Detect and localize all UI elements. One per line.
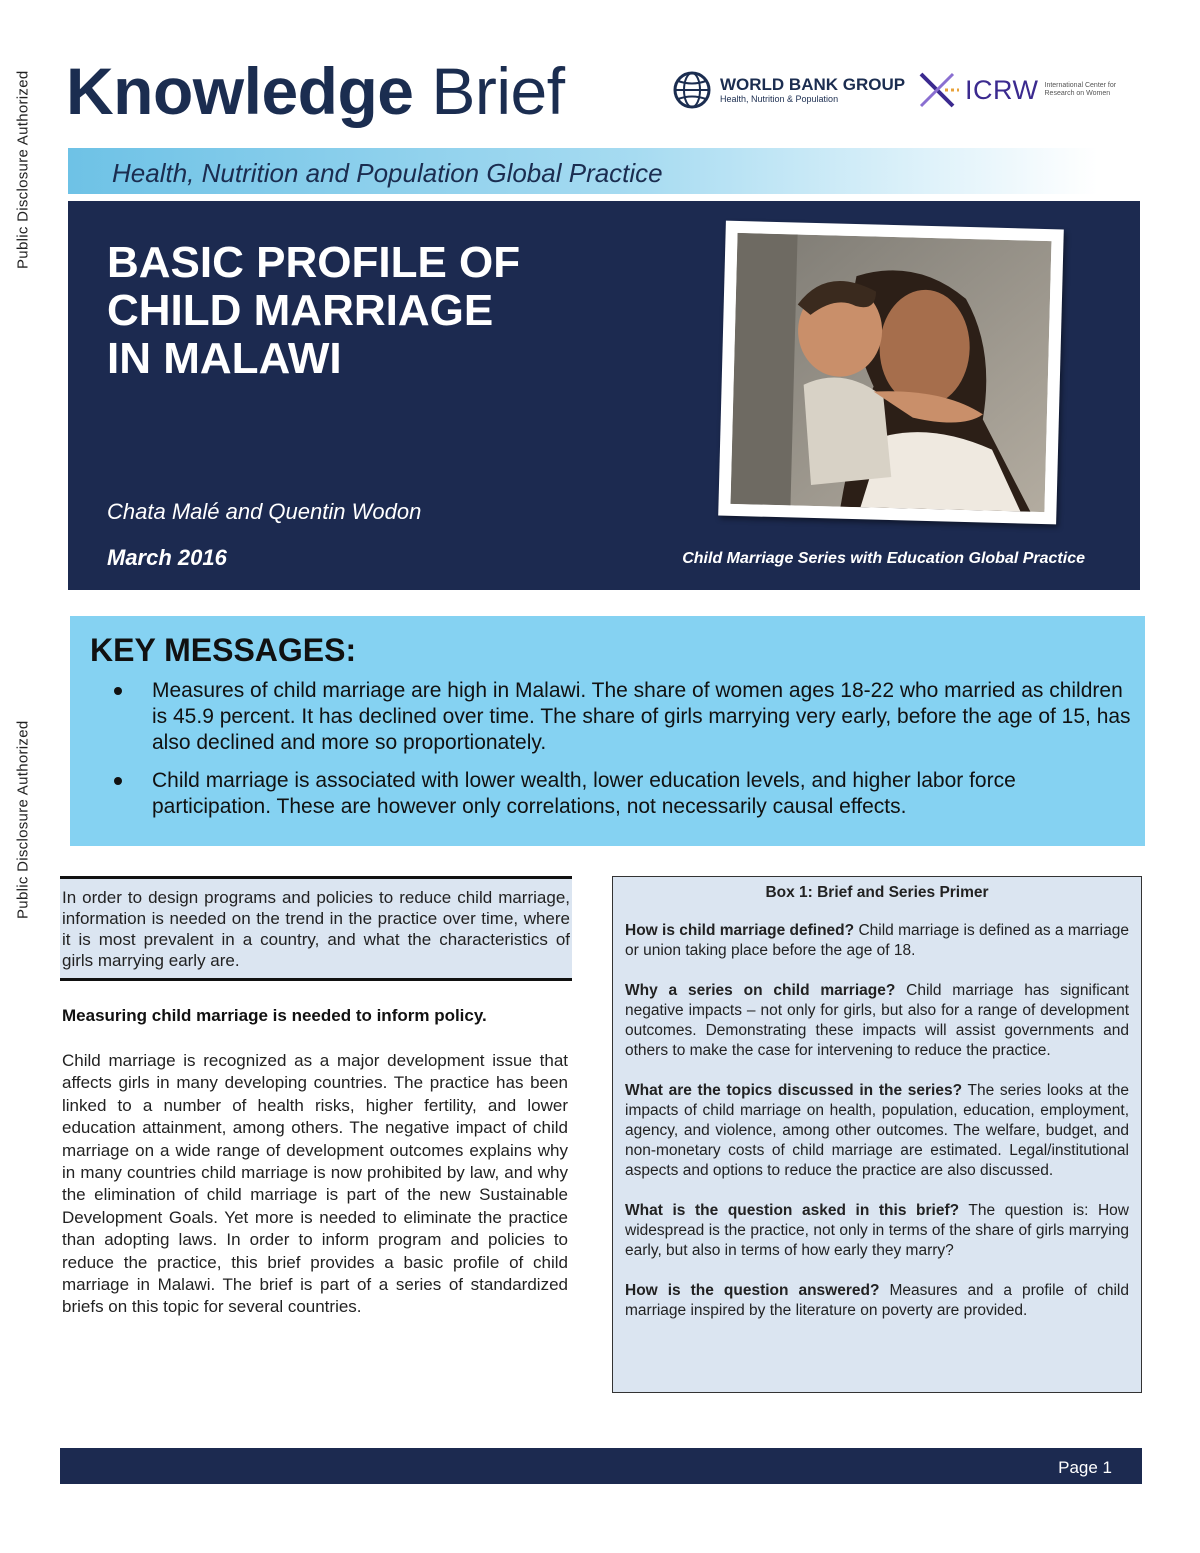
key-message-text: Measures of child marriage are high in Malawi. The share of women ages 18-22 who married as children is 45.9 percent. It has declined over time. The share of girls marrying very early, before the age of 15, has also declined and more so proportionately. (152, 679, 1131, 754)
series-label: Child Marriage Series with Education Global Practice (682, 550, 1085, 567)
primer-answer: The question is: How widespread is the practice, not only in terms of the share of girls marrying early, but also in terms of how early they marry? (625, 1202, 1129, 1259)
key-messages-list (114, 678, 1134, 832)
title-bold: Knowledge (66, 54, 414, 128)
bullet-icon (114, 687, 122, 695)
primer-question: What is the question asked in this brief? (625, 1202, 960, 1219)
primer-question: How is the question answered? (625, 1282, 880, 1299)
primer-item (625, 1281, 1129, 1321)
report-title (107, 239, 520, 383)
primer-answer: Measures and a profile of child marriage inspired by the literature on poverty are provided. (625, 1282, 1129, 1319)
list-item (114, 678, 1134, 756)
icrw-mark-icon (915, 68, 959, 112)
knowledge-brief-title (66, 54, 565, 128)
icrw-logo-name: ICRW (965, 74, 1039, 105)
practice-banner (68, 148, 1098, 194)
bullet-icon (114, 777, 122, 785)
wb-logo-sub: Health, Nutrition & Population (720, 93, 839, 104)
page-number: Page 1 (1058, 1458, 1112, 1477)
practice-banner-text: Health, Nutrition and Population Global Practice (112, 158, 663, 188)
primer-question: What are the topics discussed in the series? (625, 1082, 963, 1099)
primer-question: Why a series on child marriage? (625, 982, 896, 999)
primer-item (625, 1201, 1129, 1261)
key-messages-box (70, 616, 1145, 846)
report-title-line: IN MALAWI (107, 334, 342, 383)
list-item (114, 768, 1134, 820)
key-messages-title: KEY MESSAGES: (90, 632, 357, 668)
intro-box: In order to design programs and policies to reduce child marriage, information is needed on the trend in the practice over time, where it is most prevalent in a country, and what the characteristics of girls marrying early are. (60, 876, 572, 981)
section-body: Child marriage is recognized as a major development issue that affects girls in many developing countries. The practice has been linked to a number of health risks, higher fertility, and lower education attainment, among others. The negative impact of child marriage on a wide range of development outcomes explains why in many countries child marriage is now prohibited by law, and why the elimination of child marriage is part of the new Sustainable Development Goals. Yet more is needed to eliminate the practice than adopting laws. In order to inform program and policies to reduce the practice, this brief provides a basic profile of child marriage in Malawi. The brief is part of a series of standardized briefs on this topic for several countries. (62, 1051, 568, 1317)
primer-item (625, 981, 1129, 1061)
authors: Chata Malé and Quentin Wodon (107, 499, 422, 524)
wb-logo-name: WORLD BANK GROUP (720, 75, 906, 95)
margin-label-top: Public Disclosure Authorized (14, 70, 32, 270)
primer-answer: The series looks at the impacts of child marriage on health, population, education, employment, agency, and violence, among other outcomes. The welfare, budget, and non-monetary costs of child marriage are estimated. Legal/institutional aspects and options to reduce the practice are also discussed. (625, 1082, 1129, 1179)
publication-date: March 2016 (107, 545, 227, 570)
world-bank-logo (672, 70, 905, 110)
report-title-line: CHILD MARRIAGE (107, 286, 494, 335)
key-message-text: Child marriage is associated with lower wealth, lower education levels, and higher labor force participation. These are however only correlations, not necessarily causal effects. (152, 769, 1016, 818)
report-title-line: BASIC PROFILE OF (107, 238, 521, 287)
globe-icon (672, 70, 712, 110)
section-heading: Measuring child marriage is needed to inform policy. (62, 1006, 487, 1025)
cover-photo (718, 221, 1064, 525)
primer-answer: Child marriage is defined as a marriage or union taking place before the age of 18. (625, 922, 1129, 959)
primer-item (625, 1081, 1129, 1181)
margin-label-middle: Public Disclosure Authorized (14, 720, 32, 920)
photo-icon (731, 233, 1052, 512)
primer-box (612, 876, 1142, 1393)
title-regular: Brief (431, 54, 565, 128)
icrw-logo (915, 68, 1119, 112)
primer-answer: Child marriage has significant negative impacts – not only for girls, but also for a range of development outcomes. Demonstrating these impacts will assist governments and others to make the case for intervening to reduce the practice. (625, 982, 1129, 1059)
primer-title: Box 1: Brief and Series Primer (765, 884, 989, 901)
primer-question: How is child marriage defined? (625, 922, 855, 939)
primer-item (625, 921, 1129, 961)
footer-bar (60, 1448, 1142, 1484)
icrw-logo-small: International Center for Research on Women (1044, 82, 1117, 97)
